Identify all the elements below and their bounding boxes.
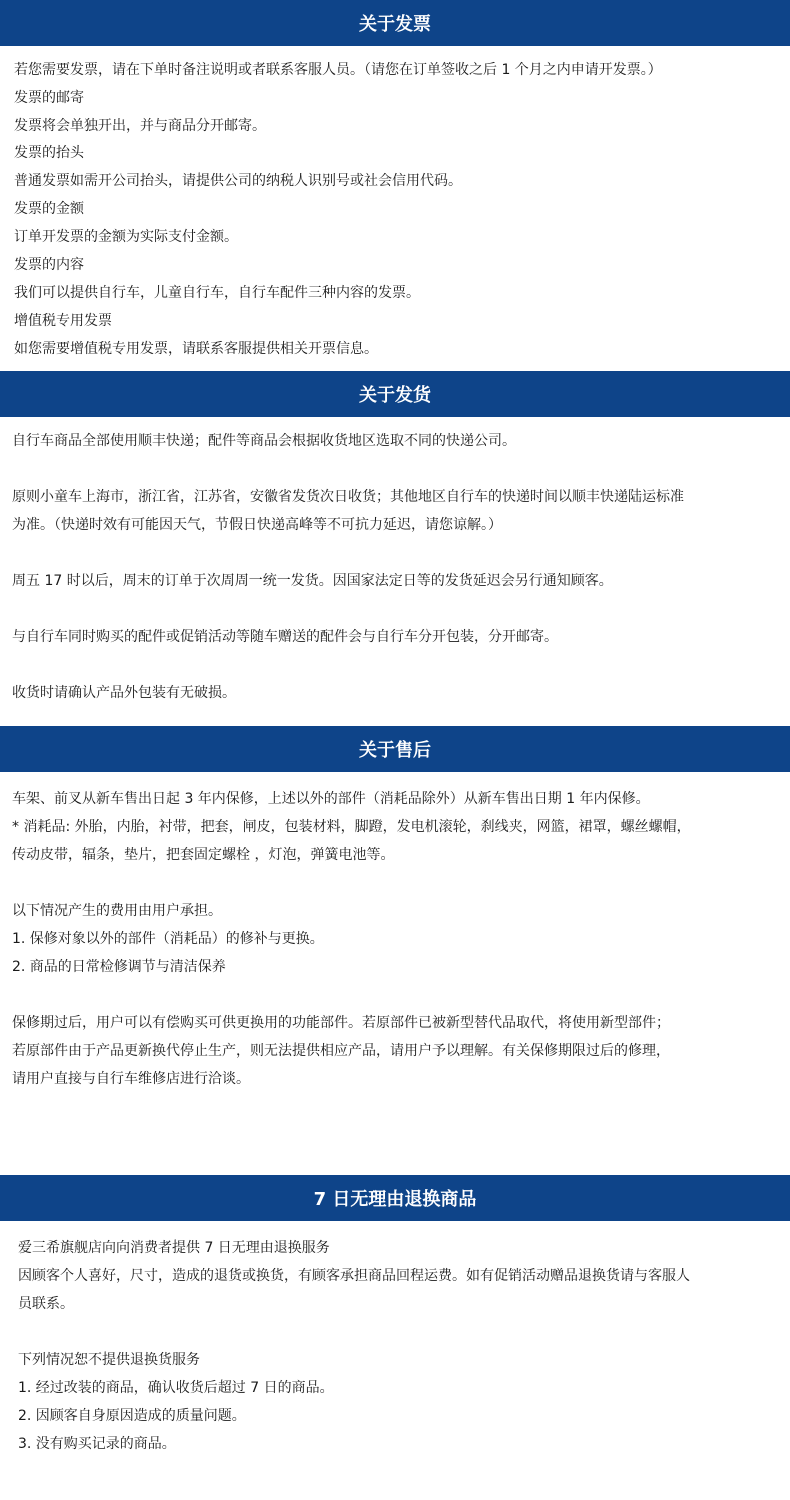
invoice-subheading: 发票的抬头 — [14, 145, 84, 161]
shipping-line: 周五 17 时以后，周末的订单于次周周一统一发货。因国家法定日等的发货延迟会另行通知顾客。 — [12, 573, 613, 589]
aftersales-line: 请用户直接与自行车维修店进行洽谈。 — [12, 1071, 250, 1087]
invoice-line: 普通发票如需开公司抬头，请提供公司的纳税人识别号或社会信用代码。 — [14, 173, 462, 189]
invoice-line: 发票将会单独开出，并与商品分开邮寄。 — [14, 118, 266, 134]
aftersales-line: 以下情况产生的费用由用户承担。 — [12, 903, 222, 919]
returns-line: 员联系。 — [18, 1296, 74, 1312]
shipping-line: 原则小童车上海市，浙江省，江苏省，安徽省发货次日收货；其他地区自行车的快递时间以顺丰快递陆运标准 — [12, 489, 684, 505]
aftersales-line: 保修期过后，用户可以有偿购买可供更换用的功能部件。若原部件已被新型替代品取代，将使用新型部件； — [12, 1015, 670, 1031]
shipping-line: 收货时请确认产品外包装有无破损。 — [12, 685, 236, 701]
returns-header: 7 日无理由退换商品 — [0, 1175, 790, 1221]
returns-line: 下列情况恕不提供退换货服务 — [18, 1352, 200, 1368]
shipping-section — [0, 371, 790, 701]
invoice-line: 订单开发票的金额为实际支付金额。 — [14, 229, 238, 245]
aftersales-header: 关于售后 — [0, 726, 790, 772]
returns-line: 爱三希旗舰店向向消费者提供 7 日无理由退换服务 — [18, 1240, 330, 1256]
returns-line: 3. 没有购买记录的商品。 — [18, 1436, 176, 1452]
invoice-subheading: 发票的内容 — [14, 257, 84, 273]
shipping-line: 为准。（快递时效有可能因天气，节假日快递高峰等不可抗力延迟，请您谅解。） — [12, 517, 502, 533]
invoice-section — [0, 0, 790, 357]
aftersales-line: 若原部件由于产品更新换代停止生产，则无法提供相应产品，请用户予以理解。有关保修期限过后的修理， — [12, 1043, 670, 1059]
invoice-subheading: 发票的金额 — [14, 201, 84, 217]
returns-line: 1. 经过改装的商品，确认收货后超过 7 日的商品。 — [18, 1380, 334, 1396]
invoice-line: 如您需要增值税专用发票，请联系客服提供相关开票信息。 — [14, 341, 378, 357]
aftersales-line: 车架、前叉从新车售出日起 3 年内保修，上述以外的部件（消耗品除外）从新车售出日期 1 年内保修。 — [12, 791, 650, 807]
shipping-header: 关于发货 — [0, 371, 790, 417]
aftersales-line: 1. 保修对象以外的部件（消耗品）的修补与更换。 — [12, 931, 324, 947]
returns-line: 2. 因顾客自身原因造成的质量问题。 — [18, 1408, 246, 1424]
returns-line: 因顾客个人喜好，尺寸，造成的退货或换货，有顾客承担商品回程运费。如有促销活动赠品退换货请与客服人 — [18, 1268, 690, 1284]
invoice-line: 我们可以提供自行车，儿童自行车，自行车配件三种内容的发票。 — [14, 285, 420, 301]
shipping-line: 与自行车同时购买的配件或促销活动等随车赠送的配件会与自行车分开包装，分开邮寄。 — [12, 629, 558, 645]
invoice-line: 若您需要发票，请在下单时备注说明或者联系客服人员。（请您在订单签收之后 1 个月之内申请开发票。） — [14, 62, 662, 78]
returns-section — [0, 1175, 790, 1452]
invoice-subheading: 发票的邮寄 — [14, 90, 84, 106]
shipping-line: 自行车商品全部使用顺丰快递；配件等商品会根据收货地区选取不同的快递公司。 — [12, 433, 516, 449]
aftersales-line: * 消耗品: 外胎，内胎，衬带，把套，闸皮，包装材料，脚蹬，发电机滚轮，刹线夹，网篮，裙罩，螺丝螺帽， — [12, 819, 691, 835]
invoice-header: 关于发票 — [0, 0, 790, 46]
aftersales-section — [0, 726, 790, 1087]
aftersales-line: 传动皮带，辐条，垫片，把套固定螺栓 ，灯泡，弹簧电池等。 — [12, 847, 395, 863]
aftersales-line: 2. 商品的日常检修调节与清洁保养 — [12, 959, 226, 975]
invoice-subheading: 增值税专用发票 — [14, 313, 112, 329]
